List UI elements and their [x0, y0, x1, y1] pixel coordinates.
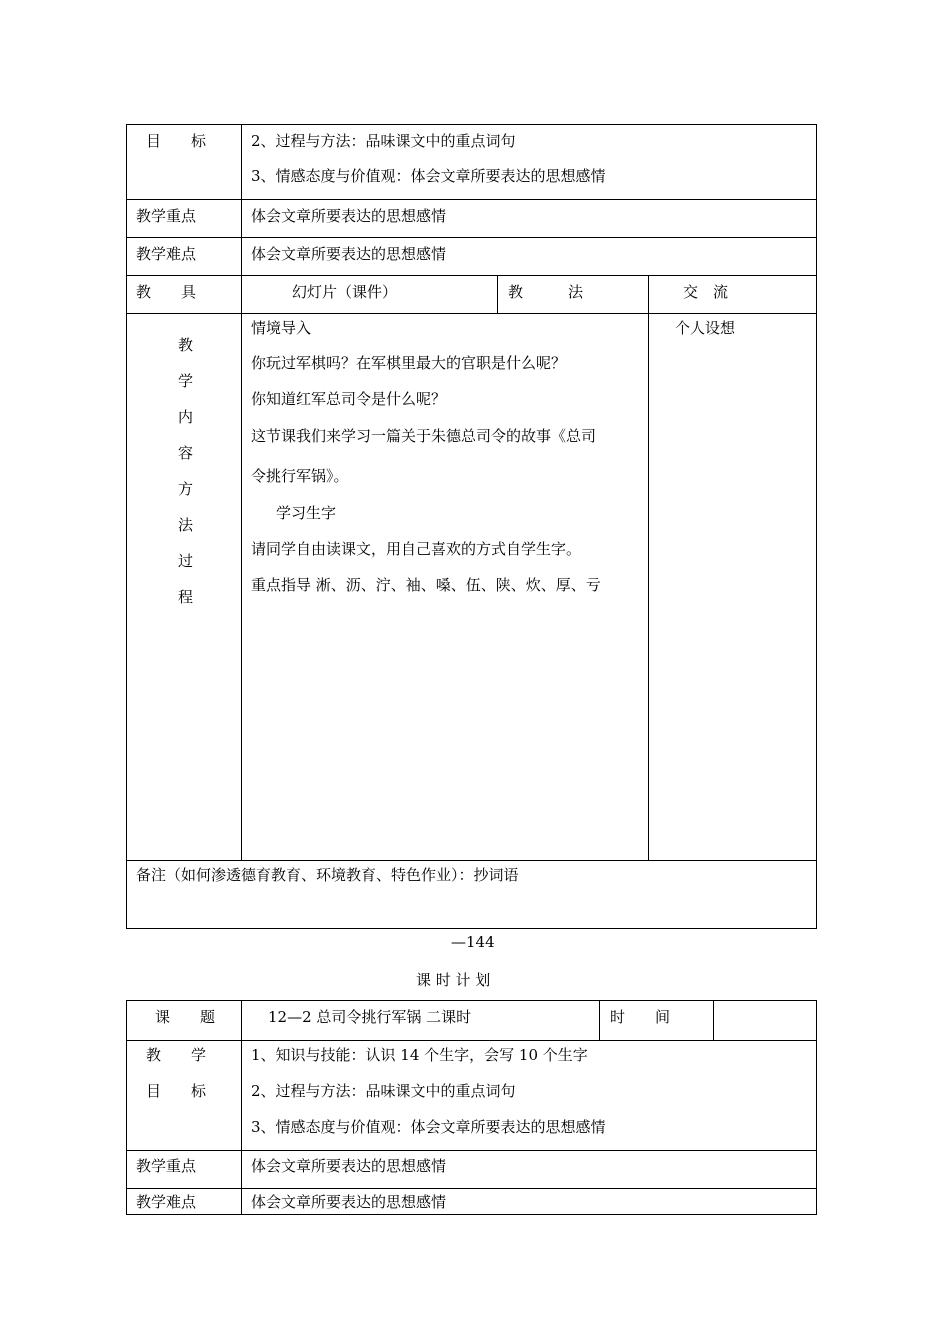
method-value: 交 流 [683, 283, 729, 301]
goal-label-2: 目 标 [146, 1082, 207, 1100]
tools-row [127, 276, 817, 314]
process-label-char: 程 [178, 588, 194, 606]
difficulty-row-2 [127, 1189, 817, 1215]
time-label: 时 间 [610, 1008, 671, 1026]
process-label-char: 教 [178, 336, 194, 354]
method-label: 教 法 [508, 283, 584, 301]
process-label-char: 学 [178, 372, 194, 390]
process-line: 令挑行军锅》。 [251, 467, 349, 485]
process-content-cell [242, 314, 649, 861]
process-line: 你玩过军棋吗？在军棋里最大的官职是什么呢？ [251, 354, 567, 372]
topic-row [127, 1001, 817, 1041]
difficulty-value: 体会文章所要表达的思想感情 [251, 245, 447, 263]
remark-text: 备注（如何渗透德育教育、环境教育、特色作业）：抄词语 [136, 866, 519, 884]
personal-cell [649, 314, 817, 861]
difficulty-value: 体会文章所要表达的思想感情 [251, 1193, 447, 1211]
process-label-char: 内 [178, 408, 194, 426]
plan-title: 课 时 计 划 [416, 971, 491, 989]
personal-label: 个人设想 [675, 319, 736, 337]
process-row [127, 314, 817, 861]
goal-label-1: 教 学 [146, 1046, 207, 1064]
key-row [127, 200, 817, 238]
difficulty-row [127, 238, 817, 276]
goal-row-2 [127, 1041, 817, 1151]
goal-row [127, 125, 817, 200]
tools-label: 教 具 [136, 283, 197, 301]
key-label: 教学重点 [136, 1157, 197, 1175]
remark-row [127, 861, 817, 929]
tools-value: 幻灯片（课件） [292, 283, 398, 301]
topic-value: 12—2 总司令挑行军锅 二课时 [268, 1008, 472, 1026]
key-value: 体会文章所要表达的思想感情 [251, 1157, 447, 1175]
process-line: 你知道红军总司令是什么呢？ [251, 390, 447, 408]
difficulty-label: 教学难点 [136, 245, 197, 263]
goal-label-cell [127, 125, 242, 200]
key-label: 教学重点 [136, 207, 197, 225]
process-label-char: 方 [178, 480, 194, 498]
process-line: 学习生字 [276, 504, 337, 522]
key-row-2 [127, 1151, 817, 1189]
process-line: 请同学自由读课文，用自己喜欢的方式自学生字。 [251, 540, 582, 558]
goal-value-cell [242, 125, 817, 200]
lesson-table-2 [126, 1000, 817, 1215]
process-label-char: 过 [178, 552, 194, 570]
goal-item: 1、知识与技能：认识 14 个生字，会写 10 个生字 [251, 1046, 588, 1064]
difficulty-label: 教学难点 [136, 1193, 197, 1211]
key-value: 体会文章所要表达的思想感情 [251, 207, 447, 225]
goal-item: 2、过程与方法：品味课文中的重点词句 [251, 132, 516, 150]
lesson-table-1 [126, 124, 817, 929]
topic-label: 课 题 [155, 1008, 216, 1026]
process-label-char: 容 [178, 444, 194, 462]
process-line: 情境导入 [251, 319, 312, 337]
page-number: —144 [451, 933, 495, 951]
goal-item: 3、情感态度与价值观：体会文章所要表达的思想感情 [251, 167, 606, 185]
goal-item: 3、情感态度与价值观：体会文章所要表达的思想感情 [251, 1118, 606, 1136]
goal-label: 目 标 [146, 132, 207, 150]
process-line: 这节课我们来学习一篇关于朱德总司令的故事《总司 [251, 427, 597, 445]
process-line: 重点指导 淅、沥、泞、袖、嗓、伍、陕、炊、厚、亏 [251, 576, 601, 594]
goal-item: 2、过程与方法：品味课文中的重点词句 [251, 1082, 516, 1100]
process-label-cell [127, 314, 242, 861]
process-label-char: 法 [178, 516, 194, 534]
